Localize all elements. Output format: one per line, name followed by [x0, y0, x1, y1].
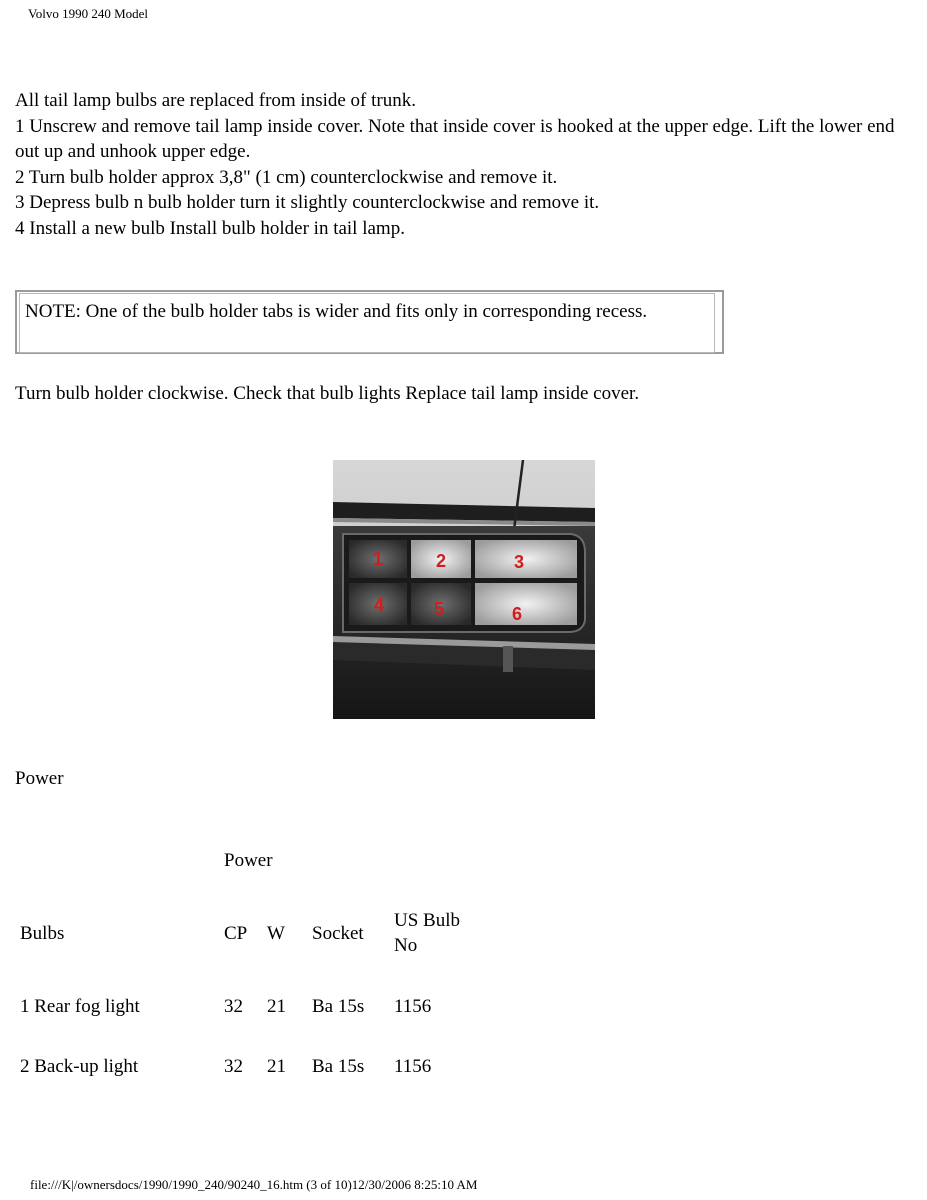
cell-socket: Ba 15s — [312, 1056, 365, 1077]
col-header-us-bulb: US Bulb No — [394, 910, 460, 956]
lamp-label-5: 5 — [433, 599, 445, 619]
cell-w: 21 — [267, 1056, 286, 1077]
instruction-step-4: 4 Install a new bulb Install bulb holder in tail lamp. — [15, 217, 405, 239]
cell-bulbs: 2 Back-up light — [20, 1056, 139, 1077]
page-header: Volvo 1990 240 Model — [28, 6, 149, 21]
instruction-step-1: 1 Unscrew and remove tail lamp inside cover. Note that inside cover is hooked at the upper edge. Lift the lower end out up and unhook upper edge. — [15, 115, 895, 162]
page-footer: file:///K|/ownersdocs/1990/1990_240/90240_16.htm (3 of 10)12/30/2006 8:25:10 AM — [30, 1177, 478, 1192]
col-header-w: W — [267, 923, 285, 944]
cell-us-bulb: 1156 — [394, 1056, 432, 1077]
power-heading: Power — [15, 768, 64, 789]
table-group-header: Power — [224, 850, 273, 871]
col-header-socket: Socket — [312, 923, 364, 944]
instruction-step-2: 2 Turn bulb holder approx 3,8" (1 cm) counterclockwise and remove it. — [15, 166, 558, 188]
lamp-label-6: 6 — [511, 604, 523, 624]
lamp-cell-6 — [475, 583, 577, 625]
lamp-label-1: 1 — [372, 549, 384, 569]
cell-bulbs: 1 Rear fog light — [20, 996, 140, 1017]
final-instruction: Turn bulb holder clockwise. Check that bulb lights Replace tail lamp inside cover. — [15, 383, 640, 404]
col-header-cp: CP — [224, 923, 248, 944]
cell-cp: 32 — [224, 1056, 243, 1077]
note-text: NOTE: One of the bulb holder tabs is wider and fits only in corresponding recess. — [19, 293, 715, 353]
lamp-label-3: 3 — [513, 552, 525, 572]
cell-cp: 32 — [224, 996, 243, 1017]
lamp-cell-3 — [475, 540, 577, 578]
cell-us-bulb: 1156 — [394, 996, 432, 1017]
cell-w: 21 — [267, 996, 286, 1017]
instruction-step-3: 3 Depress bulb n bulb holder turn it slightly counterclockwise and remove it. — [15, 192, 600, 213]
lamp-label-4: 4 — [373, 595, 385, 615]
instruction-line: All tail lamp bulbs are replaced from inside of trunk. — [15, 90, 416, 111]
cell-socket: Ba 15s — [312, 996, 365, 1017]
lamp-label-2: 2 — [435, 551, 447, 571]
instructions — [15, 88, 915, 241]
note-box — [15, 290, 724, 354]
col-header-bulbs: Bulbs — [20, 923, 65, 944]
tail-lamp-photo — [333, 460, 595, 719]
